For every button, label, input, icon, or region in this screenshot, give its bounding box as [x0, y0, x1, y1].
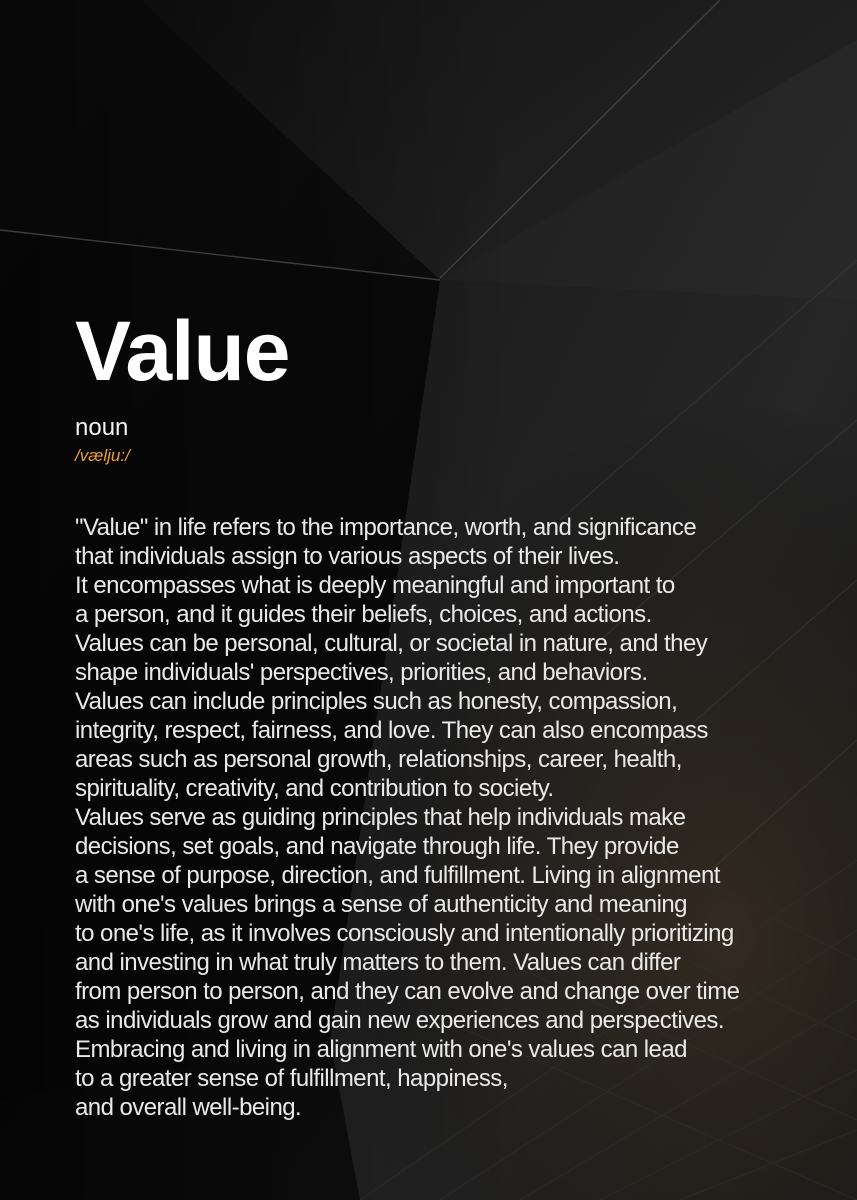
pronunciation: /vælju:/: [75, 446, 130, 465]
definition-line: spirituality, creativity, and contribution to society.: [75, 775, 554, 802]
definition-line: Embracing and living in alignment with one's values can lead: [75, 1036, 687, 1063]
definition-line: decisions, set goals, and navigate through life. They provide: [75, 833, 679, 860]
definition-line: to a greater sense of fulfillment, happiness,: [75, 1065, 508, 1092]
definition-line: to one's life, as it involves consciously and intentionally prioritizing: [75, 920, 734, 947]
definition-body: [75, 513, 739, 1122]
definition-line: "Value" in life refers to the importance, worth, and significance: [75, 514, 697, 541]
definition-line: and investing in what truly matters to them. Values can differ: [75, 949, 681, 976]
definition-line: Values can be personal, cultural, or societal in nature, and they: [75, 630, 708, 657]
definition-line: that individuals assign to various aspects of their lives.: [75, 543, 620, 570]
definition-line: shape individuals' perspectives, priorities, and behaviors.: [75, 659, 648, 686]
definition-line: It encompasses what is deeply meaningful and important to: [75, 572, 675, 599]
definition-line: Values serve as guiding principles that help individuals make: [75, 804, 686, 831]
definition-line: areas such as personal growth, relationships, career, health,: [75, 746, 682, 773]
definition-line: and overall well-being.: [75, 1094, 302, 1121]
definition-line: from person to person, and they can evolve and change over time: [75, 978, 740, 1005]
definition-line: as individuals grow and gain new experiences and perspectives.: [75, 1007, 724, 1034]
word-title: Value: [75, 304, 290, 398]
definition-line: integrity, respect, fairness, and love. They can also encompass: [75, 717, 708, 744]
definition-line: a sense of purpose, direction, and fulfillment. Living in alignment: [75, 862, 720, 889]
part-of-speech: noun: [75, 414, 129, 441]
definition-line: a person, and it guides their beliefs, choices, and actions.: [75, 601, 652, 628]
definition-line: with one's values brings a sense of authenticity and meaning: [75, 891, 687, 918]
definition-line: Values can include principles such as honesty, compassion,: [75, 688, 678, 715]
